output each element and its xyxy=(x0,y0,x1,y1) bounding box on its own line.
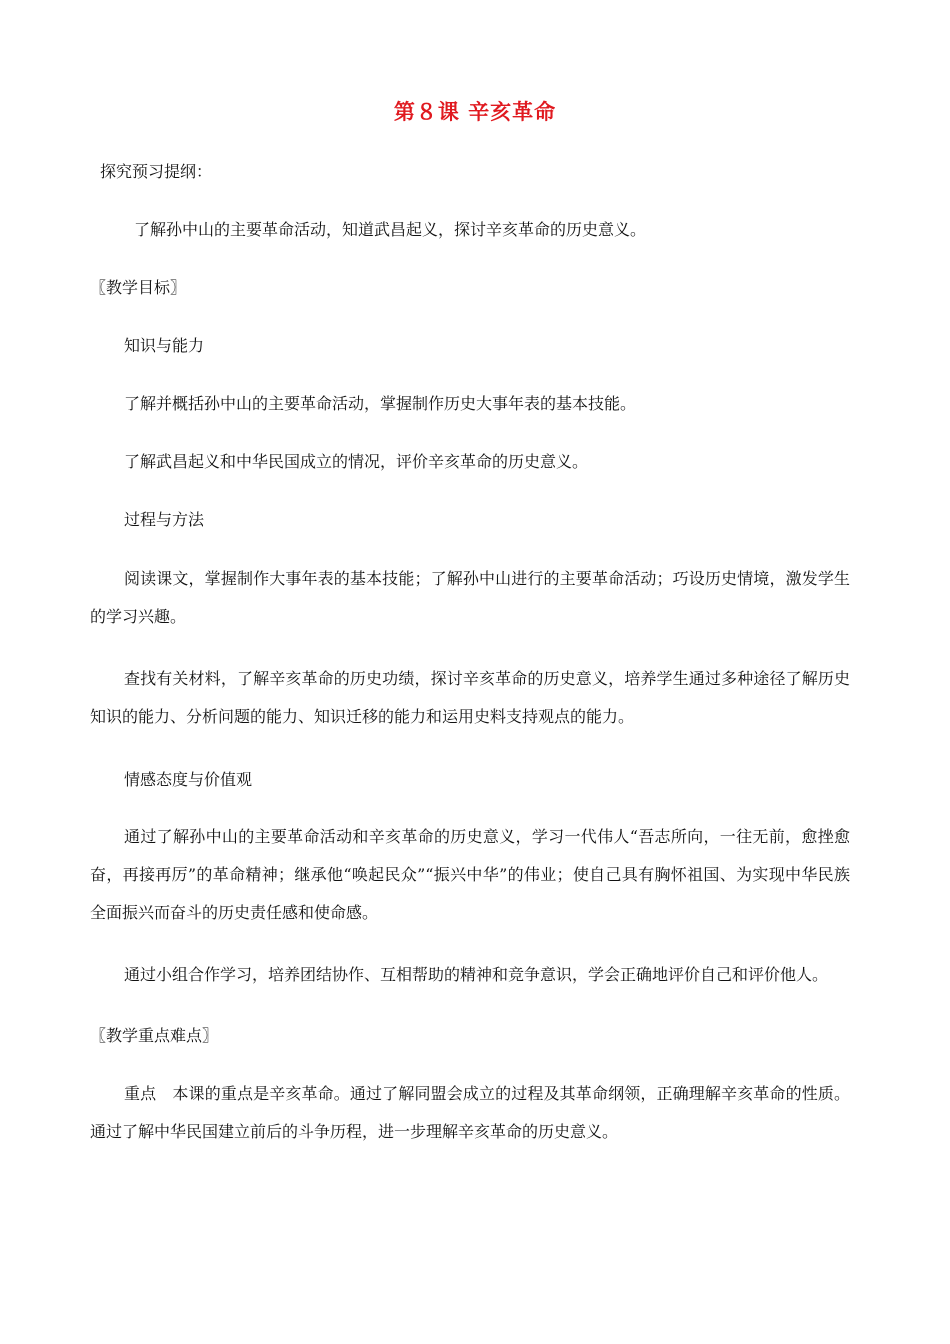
knowledge-item-1: 了解并概括孙中山的主要革命活动，掌握制作历史大事年表的基本技能。 xyxy=(124,394,637,413)
outline-label: 探究预习提纲： xyxy=(100,162,213,181)
keypoint-text: 本课的重点是辛亥革命。通过了解同盟会成立的过程及其革命纲领，正确理解辛亥革命的性质。通过了解中华民国建立前后的斗争历程，进一步理解辛亥革命的历史意义。 xyxy=(90,1084,850,1141)
emotion-heading: 情感态度与价值观 xyxy=(124,770,253,789)
keypoints-heading: 〖教学重点难点〗 xyxy=(90,1026,219,1045)
emotion-item-1: 通过了解孙中山的主要革命活动和辛亥革命的历史意义，学习一代伟人“吾志所向，一往无前，愈挫愈奋，再接再厉”的革命精神；继承他“唤起民众”“振兴中华”的伟业；使自己具有胸怀祖国、为实现中华民族全面振兴而奋斗的历史责任感和使命感。 xyxy=(90,827,850,922)
outline-text: 了解孙中山的主要革命活动，知道武昌起义，探讨辛亥革命的历史意义。 xyxy=(134,220,647,239)
lesson-title: 第８课 辛亥革命 xyxy=(393,100,557,124)
emotion-item-2: 通过小组合作学习，培养团结协作、互相帮助的精神和竞争意识，学会正确地评价自己和评价他人。 xyxy=(124,965,829,984)
knowledge-item-2: 了解武昌起义和中华民国成立的情况，评价辛亥革命的历史意义。 xyxy=(124,452,589,471)
process-item-1: 阅读课文，掌握制作大事年表的基本技能；了解孙中山进行的主要革命活动；巧设历史情境，激发学生的学习兴趣。 xyxy=(90,569,850,626)
process-item-2: 查找有关材料，了解辛亥革命的历史功绩，探讨辛亥革命的历史意义，培养学生通过多种途径了解历史知识的能力、分析问题的能力、知识迁移的能力和运用史料支持观点的能力。 xyxy=(90,669,850,726)
knowledge-heading: 知识与能力 xyxy=(124,336,205,355)
process-heading: 过程与方法 xyxy=(124,510,205,529)
keypoint-paragraph xyxy=(90,1075,850,1151)
keypoint-label: 重点 xyxy=(124,1084,157,1103)
objectives-heading: 〖教学目标〗 xyxy=(90,278,187,297)
